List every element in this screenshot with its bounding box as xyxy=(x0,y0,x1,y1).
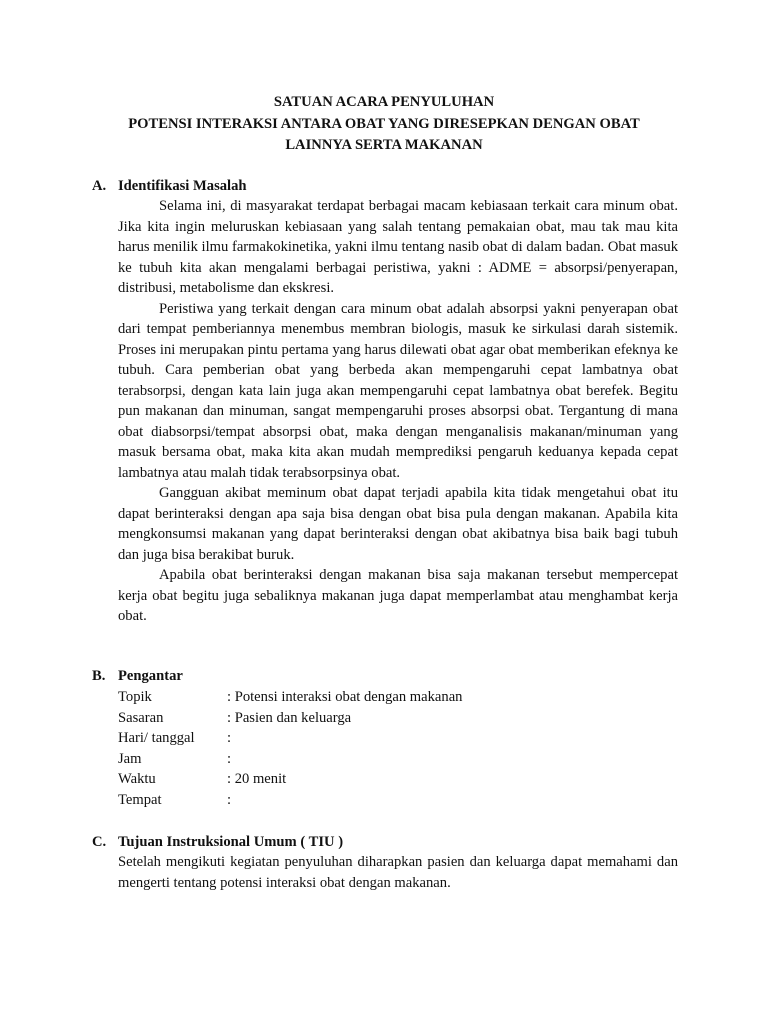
row-value: : Pasien dan keluarga xyxy=(227,709,352,726)
row-label: Waktu xyxy=(118,771,156,788)
title-line-2: POTENSI INTERAKSI ANTARA OBAT YANG DIRESEPKAN DENGAN OBAT xyxy=(128,115,640,132)
section-b-heading xyxy=(92,666,183,687)
section-c-paragraph-1: Setelah mengikuti kegiatan penyuluhan diharapkan pasien dan keluarga dapat memahami dan mengerti tentang potensi interaksi obat dengan makanan. xyxy=(118,854,678,891)
section-a-paragraph-4: Apabila obat berinteraksi dengan makanan bisa saja makanan tersebut mempercepat kerja obat begitu juga sebaliknya makanan juga dapat memperlambat atau menghambat kerja obat. xyxy=(118,567,678,624)
section-c-body xyxy=(118,852,678,893)
section-a-letter: A. xyxy=(92,178,107,194)
row-value: : xyxy=(227,730,232,747)
section-a-paragraph-3: Gangguan akibat meminum obat dapat terjadi apabila kita tidak mengetahui obat itu dapat berinteraksi dengan apa saja bisa dengan obat bisa pula dengan makanan. Apabila kita mengkonsumsi makanan yang dapat berinteraksi dengan obat akibatnya bisa baik bagi tubuh dan juga bisa berakibat buruk. xyxy=(118,485,678,563)
table-row xyxy=(118,749,462,770)
row-label: Tempat xyxy=(118,791,162,808)
section-b-title: Pengantar xyxy=(118,668,183,684)
section-c-title: Tujuan Instruksional Umum ( TIU ) xyxy=(118,834,344,850)
section-a-title: Identifikasi Masalah xyxy=(118,178,247,194)
section-a-paragraph-1: Selama ini, di masyarakat terdapat berbagai macam kebiasaan terkait cara minum obat. Jika kita ingin meluruskan kebiasaan yang salah tentang pemakaian obat, mau tak mau kita harus menilik ilmu farmakokinetika, yakni ilmu tentang nasib obat di dalam badan. Obat masuk ke tubuh kita akan mengalami berbagai peristiwa, yakni : ADME = absorpsi/penyerapan, distribusi, metabolisme dan ekskresi. xyxy=(118,198,678,296)
row-value: : xyxy=(227,750,232,767)
row-label: Sasaran xyxy=(118,709,164,726)
row-label: Topik xyxy=(118,689,152,705)
table-row xyxy=(118,708,462,729)
row-value: : xyxy=(227,791,232,808)
row-label: Hari/ tanggal xyxy=(118,730,195,747)
section-b-letter: B. xyxy=(92,668,106,684)
table-row xyxy=(118,687,462,708)
table-row xyxy=(118,728,462,749)
title-line-1: SATUAN ACARA PENYULUHAN xyxy=(273,94,495,110)
document-title xyxy=(0,92,768,157)
pengantar-table xyxy=(118,687,462,811)
section-a-paragraph-2: Peristiwa yang terkait dengan cara minum obat adalah absorpsi yakni penyerapan obat dari tempat pemberiannya menembus membran biologis, masuk ke sirkulasi darah sistemik. Proses ini merupakan pintu pertama yang harus dilewati obat agar obat memberikan efeknya ke tubuh. Cara pemberian obat yang berbeda akan mempengaruhi cepat lambatnya obat terabsorpsi, dengan kata lain juga akan mempengaruhi cepat lambatnya obat berefek. Begitu pun makanan dan minuman, sangat mempengaruhi proses absorpsi obat. Tergantung di mana obat diabsorpsi/tempat absorpsi obat, maka dengan menganalisis makanan/minuman yang masuk bersama obat, maka kita akan mudah memprediksi pengaruh keduanya kepada cepat lambatnya atau malah tidak terabsorpsinya obat. xyxy=(118,300,678,481)
table-row xyxy=(118,790,462,811)
section-c-heading xyxy=(92,832,343,853)
section-a-heading xyxy=(92,176,247,197)
section-a-body xyxy=(118,196,678,627)
title-line-3: LAINNYA SERTA MAKANAN xyxy=(285,137,483,153)
section-c-letter: C. xyxy=(92,834,107,850)
row-label: Jam xyxy=(118,750,142,767)
table-row xyxy=(118,769,462,790)
row-value: : 20 menit xyxy=(227,771,287,788)
row-value: : Potensi interaksi obat dengan makanan xyxy=(227,689,463,705)
